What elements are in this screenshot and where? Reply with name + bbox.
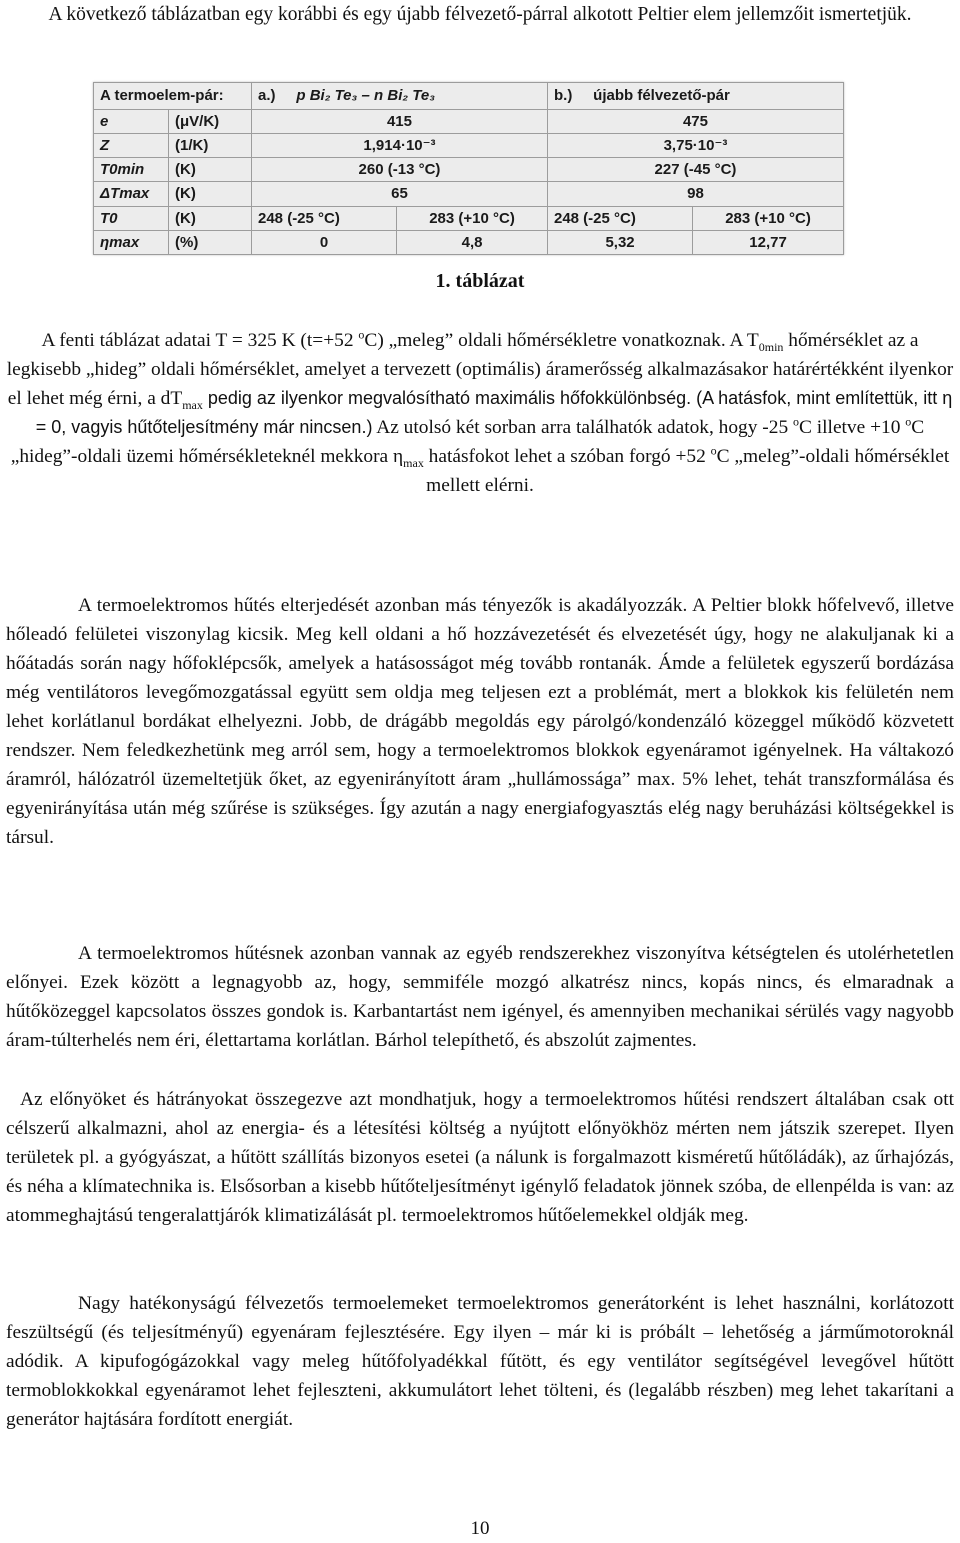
row-value-a2: 4,8 — [397, 230, 548, 254]
row-unit: (%) — [169, 230, 252, 254]
row-unit: (K) — [169, 182, 252, 206]
page-number: 10 — [470, 1518, 490, 1539]
p1-text: A fenti táblázat adatai T = 325 K (t=+52 — [41, 330, 359, 351]
row-value-a: 1,914·10⁻³ — [252, 133, 548, 157]
degree-sup: o — [793, 414, 799, 429]
row-symbol: ΔTmax — [94, 182, 169, 206]
row-value-b2: 283 (+10 °C) — [693, 206, 844, 230]
header-a-label: a.) — [258, 87, 276, 105]
row-value-b: 98 — [547, 182, 843, 206]
row-unit: (K) — [169, 158, 252, 182]
header-b-label: b.) — [553, 87, 573, 105]
p1-text: C) „meleg” oldali hőmérsékletre vonatkoznak. A T — [364, 330, 759, 351]
row-value-a1: 248 (-25 °C) — [252, 206, 397, 230]
table-row — [94, 182, 844, 206]
degree-sup: o — [905, 414, 912, 429]
p1-text: C „hideg”-oldali üzemi hőmérsékleteknél mekkora η — [10, 417, 925, 467]
table-row — [94, 230, 844, 254]
table-header-row — [94, 83, 844, 110]
p1-text: Az utolsó két sorban arra találhatók adatok, hogy -25 — [372, 417, 793, 438]
row-symbol: T0 — [94, 206, 169, 230]
table-row — [94, 109, 844, 133]
row-value-a: 260 (-13 °C) — [252, 158, 548, 182]
row-value-b1: 248 (-25 °C) — [547, 206, 692, 230]
row-value-a1: 0 — [252, 230, 397, 254]
paragraph-generator: Nagy hatékonyságú félvezetős termoelemeket termoelektromos generátorként is lehet használni, korlátozott feszültségű (és teljesítményű) egyenáram fejlesztésére. Egy ilyen – már ki is próbált – lehetőség a járműmotoroknál adódik. A kipufogógázokkal vagy meleg hűtőfolyadékkal fűtött, és egy ventilátor segítségével levegővel hűtött termoblokkokkal egyenáramot lehet fejleszteni, akkumulátort lehet tölteni, és (legalább részben) meg lehet takarítani a generátor hajtására fordított energiát. — [6, 1293, 954, 1430]
peltier-table-image — [93, 82, 844, 255]
row-symbol: ηmax — [94, 230, 169, 254]
row-value-a: 65 — [252, 182, 548, 206]
row-value-b2: 12,77 — [693, 230, 844, 254]
paragraph-table-notes — [6, 326, 954, 500]
row-value-b: 227 (-45 °C) — [547, 158, 843, 182]
p1-text: C illetve +10 — [799, 417, 906, 438]
p1-text: áramerősség alkalmazásakor határértékként ilyenkor el lehet még érni, a dT — [7, 359, 954, 409]
row-value-b: 3,75·10⁻³ — [547, 133, 843, 157]
header-a — [252, 83, 548, 110]
table-row — [94, 133, 844, 157]
row-unit: (1/K) — [169, 133, 252, 157]
p1-text-sans: pedig az ilyenkor megvalósítható maximális hőfokkülönbség. (A hatásfok, mint említettük, itt η = 0, vagyis hűtőteljesítmény már nincsen.) — [35, 388, 953, 437]
table-row — [94, 206, 844, 230]
subscript-max: max — [403, 455, 424, 470]
header-a-pair: p Bi₂ Te₃ – n Bi₂ Te₃ — [296, 87, 436, 105]
row-unit: (μV/K) — [169, 109, 252, 133]
paragraph-advantages: A termoelektromos hűtésnek azonban vannak az egyéb rendszerekhez viszonyítva kétségtelen és utolérhetetlen előnyei. Ezek között a legnagyobb az, hogy, semmiféle mozgó alkatrész nincs, kopás nincs, és elmaradnak a hűtőközeggel kapcsolatos összes gondok is. Karbantartást nem igényel, és amennyiben mechanikai sérülés vagy nagyobb áram-túlterhelés nem éri, élettartama korlátlan. Bárhol telepíthető, és abszolút zajmentes. — [6, 943, 954, 1051]
header-b-pair: újabb félvezető-pár — [593, 87, 730, 105]
row-symbol: e — [94, 109, 169, 133]
row-value-b1: 5,32 — [547, 230, 692, 254]
row-unit: (K) — [169, 206, 252, 230]
header-param: A termoelem-pár: — [94, 83, 252, 110]
row-symbol: T0min — [94, 158, 169, 182]
table-row — [94, 158, 844, 182]
intro-paragraph: A következő táblázatban egy korábbi és egy újabb félvezető-párral alkotott Peltier elem jellemzőit ismertetjük. — [48, 4, 912, 25]
subscript-max: max — [182, 397, 203, 412]
peltier-comparison-table — [93, 82, 844, 255]
subscript-0min: 0min — [758, 339, 784, 354]
p1-text: hőmérséklet az a legkisebb „hideg” oldali hőmérséklet, amelyet a tervezett (optimális) — [6, 330, 919, 380]
degree-sup: o — [358, 327, 365, 342]
row-value-a: 415 — [252, 109, 548, 133]
degree-sup: o — [710, 443, 717, 458]
p1-text: C „meleg”-oldali hőmérséklet mellett elérni. — [426, 446, 950, 496]
row-symbol: Z — [94, 133, 169, 157]
paragraph-summary: Az előnyöket és hátrányokat összegezve azt mondhatjuk, hogy a termoelektromos hűtési rendszert általában csak ott célszerű alkalmazni, ahol az energia- és a létesítési költség a nyújtott előnyökhöz mérten nem játszik szerepet. Ilyen területek pl. a gyógyászat, a hűtött szállítás bizonyos esetei (a nálunk is forgalmazott kisméretű hűtőládák), az űrhajózás, és néha a klímatechnika is. Elsősorban a kisebb hűtőteljesítményt igénylő feladatok jönnek szóba, de ellenpélda is van: az atommeghajtású tengeralattjárók klimatizálását pl. termoelektromos hűtőelemekkel oldják meg. — [6, 1089, 954, 1226]
table-caption: 1. táblázat — [435, 270, 525, 292]
paragraph-obstacles: A termoelektromos hűtés elterjedését azonban más tényezők is akadályozzák. A Peltier blokk hőfelvevő, illetve hőleadó felületei viszonylag kicsik. Meg kell oldani a hő hozzávezetését és elvezetését úgy, hogy ne alakuljanak ki a hőátadás során nagy hőfoklépcsők, amelyek a hatásosságot még tovább rontanák. Ámde a felületek egyszerű bordázása még ventilátoros levegőmozgatással együtt sem oldja meg teljesen ezt a problémát, mert a blokkok kis felületén nem lehet korlátlanul bordákat elhelyezni. Jobb, de drágább megoldás egy párolgó/kondenzáló közeggel működő közvetett rendszer. Nem feledkezhetünk meg arról sem, hogy a termoelektromos blokkok egyenáramot igényelnek. Ha váltakozó áramról, hálózatról üzemeltetjük őket, az egyenirányított áram „hullámossága” max. 5% lehet, tehát transzformálása és egyenirányítása után még szűrése is szükséges. Így azután a nagy energiafogyasztás elég nagy beruházási költségekkel is társul. — [6, 595, 954, 848]
row-value-a2: 283 (+10 °C) — [397, 206, 548, 230]
header-b — [547, 83, 843, 110]
row-value-b: 475 — [547, 109, 843, 133]
p1-text: hatásfokot lehet a szóban forgó +52 — [423, 446, 711, 467]
